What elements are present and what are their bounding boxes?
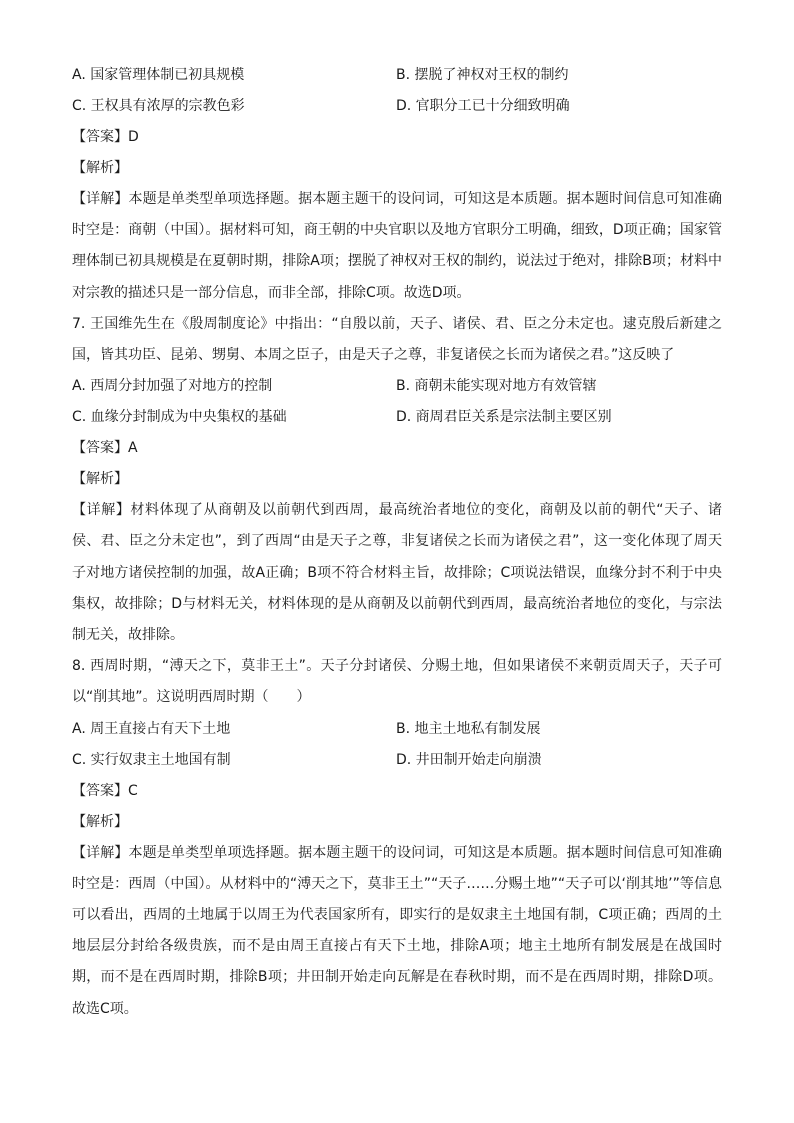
q7-option-c: C. 血缘分封制成为中央集权的基础: [72, 409, 287, 426]
q7-detail: 【详解】材料体现了从商朝及以前朝代到西周，最高统治者地位的变化，商朝及以前的朝代“天子、诸侯、君、臣之分未定也”，到了西周“由是天子之尊，非复诸侯之长而为诸侯之君”，这一变化体现了周天子对地方诸侯控制的加强，故A正确；B项不符合材料主旨，故排除；C项说法错误，血缘分封不利于中央集权，故排除；D与材料无关，材料体现的是从商朝及以前朝代到西周，最高统治者地位的变化，与宗法制无关，故排除。: [72, 502, 722, 644]
q7-option-b: B. 商朝未能实现对地方有效管辖: [396, 378, 597, 395]
q8-options-row-2: [72, 745, 722, 776]
q7-stem: 7. 王国维先生在《殷周制度论》中指出：“自殷以前，天子、诸侯、君、臣之分未定也。逮克殷后新建之国，皆其功臣、昆弟、甥舅、本周之臣子，由是天子之尊，非复诸侯之长而为诸侯之君。”这反映了: [72, 315, 722, 364]
q8-options-row-1: [72, 714, 722, 745]
q8-stem: 8. 西周时期，“溥天之下，莫非王土”。天子分封诸侯、分赐土地，但如果诸侯不来朝贡周天子，天子可以“削其地”。这说明西周时期（ ）: [72, 658, 722, 706]
q8-detail: 【详解】本题是单类型单项选择题。据本题主题干的设问词，可知这是本质题。据本题时间信息可知准确时空是：西周（中国）。从材料中的“溥天之下，莫非王土”“天子……分赐土地”“天子可以‘削其地’”等信息可以看出，西周的土地属于以周王为代表国家所有，即实行的是奴隶主土地国有制，C项正确；西周的土地层层分封给各级贵族，而不是由周王直接占有天下土地，排除A项；地主土地所有制发展是在战国时期，而不是在西周时期，排除B项；井田制开始走向瓦解是在春秋时期，而不是在西周时期，排除D项。故选C项。: [72, 844, 722, 1017]
q7-options-row-1: [72, 371, 722, 402]
q6-options-row-1: [72, 60, 722, 91]
q6-option-c: C. 王权具有浓厚的宗教色彩: [72, 98, 245, 114]
q6-answer: 【答案】D: [72, 129, 139, 145]
q8-option-c: C. 实行奴隶主土地国有制: [72, 751, 231, 768]
q6-option-d: D. 官职分工已十分细致明确: [396, 98, 570, 114]
document-page: [72, 60, 722, 1025]
q7-option-a: A. 西周分封加强了对地方的控制: [72, 378, 273, 395]
q6-detail: 【详解】本题是单类型单项选择题。据本题主题干的设问词，可知这是本质题。据本题时间信息可知准确时空是：商朝（中国）。据材料可知，商王朝的中央官职以及地方官职分工明确，细致，D项正确；国家管理体制已初具规模是在夏朝时期，排除A项；摆脱了神权对王权的制约，说法过于绝对，排除B项；材料中对宗教的描述只是一部分信息，而非全部，排除C项。故选D项。: [72, 191, 722, 301]
q6-options-row-2: [72, 91, 722, 122]
q8-analysis-label: 【解析】: [72, 813, 128, 830]
q6-option-a: A. 国家管理体制已初具规模: [72, 67, 245, 83]
q7-option-d: D. 商周君臣关系是宗法制主要区别: [396, 409, 612, 426]
q8-option-a: A. 周王直接占有天下土地: [72, 720, 231, 737]
q7-analysis-label: 【解析】: [72, 471, 128, 488]
q6-option-b: B. 摆脱了神权对王权的制约: [396, 67, 569, 83]
q8-answer: 【答案】C: [72, 782, 138, 799]
q7-options-row-2: [72, 402, 722, 433]
q8-option-b: B. 地主土地私有制发展: [396, 720, 541, 737]
q6-analysis-label: 【解析】: [72, 160, 128, 176]
q7-answer: 【答案】A: [72, 440, 138, 457]
q8-option-d: D. 井田制开始走向崩溃: [396, 751, 542, 768]
